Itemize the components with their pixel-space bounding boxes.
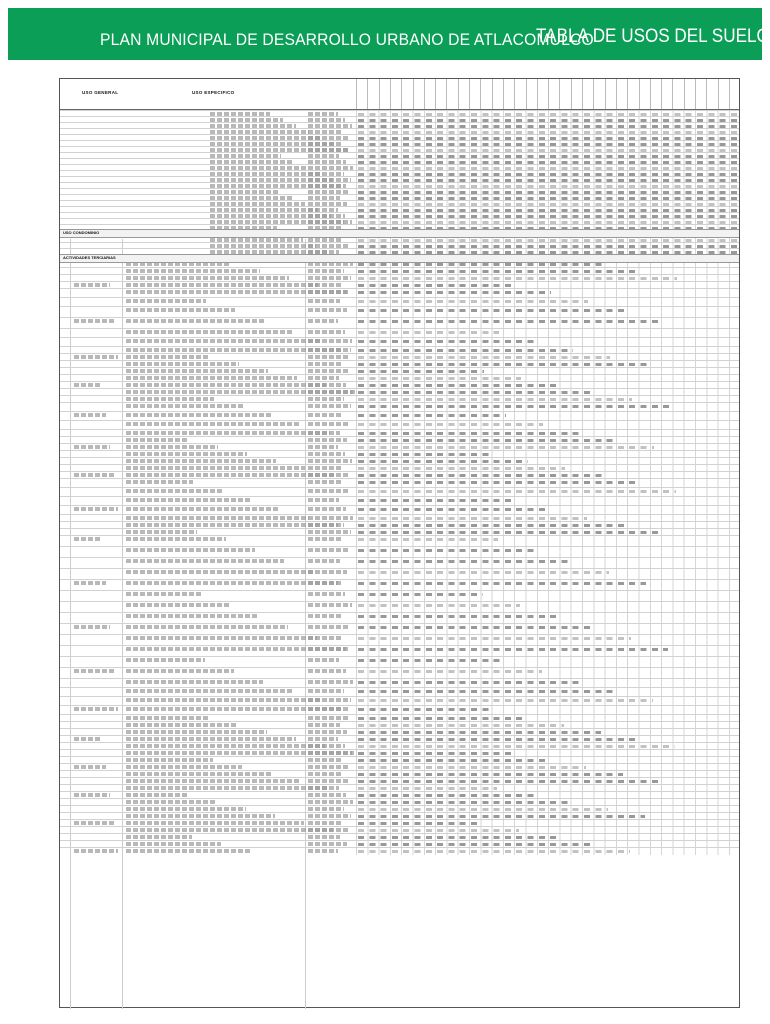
row-cell-values [358, 690, 616, 693]
row-description [126, 680, 263, 684]
row-general-use [74, 821, 114, 825]
row-norm [308, 793, 346, 797]
row-description [126, 548, 255, 552]
row-cell-values [358, 490, 676, 493]
column-rule [650, 79, 651, 109]
row-description [126, 537, 226, 541]
column-rule [435, 79, 436, 109]
row-general-use [74, 737, 102, 741]
row-cell-values [358, 263, 603, 266]
row-general-use [74, 581, 106, 585]
land-use-table [59, 78, 740, 1008]
row-norm [308, 570, 347, 574]
row-cell-values [358, 405, 669, 408]
row-cell-values [358, 391, 595, 394]
row-norm [308, 507, 346, 511]
column-rule [718, 79, 719, 109]
row-description [126, 422, 301, 426]
title-band [8, 8, 770, 60]
row-norm [308, 636, 341, 640]
row-cell-values [358, 291, 551, 294]
row-norm [308, 459, 352, 463]
row-description [126, 473, 334, 477]
column-rule [503, 79, 504, 109]
row-description [126, 459, 276, 463]
row-description [126, 636, 317, 640]
row-cell-values [358, 309, 625, 312]
row-general-use [74, 355, 118, 359]
section-label: USO CONDOMINIO [63, 230, 100, 235]
row-description [126, 828, 333, 832]
row-cell-values [358, 363, 647, 366]
row-norm [308, 614, 343, 618]
row-norm [308, 828, 349, 832]
row-cell-values [358, 398, 632, 401]
row-norm [308, 413, 342, 417]
row-cell-values [358, 593, 483, 596]
row-cell-values [358, 648, 668, 651]
row-norm [308, 397, 344, 401]
row-description [126, 397, 214, 401]
row-description [126, 530, 197, 534]
row-description [126, 339, 322, 343]
row-cell-values [358, 843, 593, 846]
row-norm [308, 404, 351, 408]
column-rule [469, 79, 470, 109]
row-description [126, 276, 289, 280]
row-description [126, 559, 284, 563]
row-cell-values [358, 681, 579, 684]
column-rule [616, 79, 617, 109]
row-description [126, 445, 218, 449]
table-row [60, 847, 739, 855]
row-norm [308, 438, 347, 442]
row-cell-values [358, 481, 639, 484]
row-general-use [74, 507, 118, 511]
row-norm [308, 445, 338, 449]
row-cell-values [358, 356, 610, 359]
row-cell-values [358, 615, 557, 618]
row-norm [308, 276, 351, 280]
row-description [126, 283, 318, 287]
row-cell-values [358, 460, 528, 463]
row-norm [308, 290, 349, 294]
row-description [126, 835, 192, 839]
row-general-use [74, 283, 110, 287]
row-general-use [74, 669, 114, 673]
row-norm [308, 647, 348, 651]
row-norm [308, 390, 353, 394]
row-description [126, 413, 272, 417]
column-rule [706, 79, 707, 109]
row-description [126, 452, 247, 456]
row-cell-values [358, 637, 631, 640]
row-cell-values [358, 829, 519, 832]
row-description [126, 299, 206, 303]
row-cell-values [358, 467, 565, 470]
column-rule [424, 79, 425, 109]
row-description [126, 786, 329, 790]
row-description [126, 842, 221, 846]
row-norm [308, 383, 346, 387]
row-cell-values [358, 850, 630, 853]
row-description [126, 319, 264, 323]
row-norm [308, 319, 338, 323]
row-description [126, 779, 300, 783]
row-norm [308, 330, 345, 334]
row-cell-values [358, 270, 640, 273]
row-cell-values [358, 815, 645, 818]
row-description [126, 480, 193, 484]
row-cell-values [358, 724, 564, 727]
row-cell-values [358, 414, 506, 417]
row-norm [308, 299, 340, 303]
table-title: TABLA DE USOS DEL SUELO [536, 26, 770, 47]
section-label: ACTIVIDADES TERCIARIAS [63, 255, 116, 260]
column-rule [379, 79, 380, 109]
row-description [126, 625, 288, 629]
row-general-use [74, 765, 106, 769]
row-description [126, 489, 222, 493]
row-cell-values [358, 349, 573, 352]
row-norm [308, 369, 348, 373]
row-norm [308, 431, 340, 435]
row-norm [308, 751, 352, 755]
row-cell-values [358, 384, 558, 387]
column-rule [605, 79, 606, 109]
row-norm [308, 592, 345, 596]
row-norm [308, 523, 344, 527]
row-cell-values [358, 699, 653, 702]
row-norm [308, 376, 339, 380]
row-norm [308, 625, 350, 629]
row-cell-values [358, 801, 571, 804]
row-cell-values [358, 626, 594, 629]
row-norm [308, 737, 338, 741]
row-cell-values [358, 717, 527, 720]
section-band [60, 254, 739, 263]
row-cell-values [358, 759, 549, 762]
row-description [126, 689, 292, 693]
row-description [126, 849, 250, 853]
row-norm [308, 480, 341, 484]
row-norm [308, 842, 347, 846]
row-norm [308, 581, 338, 585]
row-norm [308, 489, 348, 493]
row-norm [308, 498, 339, 502]
row-general-use [74, 319, 114, 323]
column-rule [627, 79, 628, 109]
row-norm [308, 669, 346, 673]
row-cell-values [358, 377, 521, 380]
row-cell-values [358, 708, 490, 711]
row-norm [308, 779, 348, 783]
row-norm [308, 807, 344, 811]
column-rule [480, 79, 481, 109]
column-rule [695, 79, 696, 109]
row-norm [308, 530, 351, 534]
row-cell-values [358, 432, 580, 435]
row-description [126, 821, 304, 825]
row-description [126, 807, 246, 811]
column-rule [559, 79, 560, 109]
row-general-use [74, 849, 118, 853]
row-cell-values [358, 439, 617, 442]
column-header-row [60, 79, 739, 110]
row-cell-values [358, 766, 586, 769]
row-cell-values [358, 731, 601, 734]
row-description [126, 498, 251, 502]
row-general-use [74, 625, 110, 629]
row-general-use [74, 473, 114, 477]
row-description [126, 570, 313, 574]
row-norm [308, 835, 340, 839]
row-norm [308, 849, 338, 853]
row-description [126, 376, 297, 380]
row-description [126, 516, 309, 520]
row-description [126, 723, 238, 727]
row-description [126, 814, 275, 818]
row-description [126, 698, 321, 702]
column-rule [401, 79, 402, 109]
row-general-use [74, 383, 102, 387]
row-cell-values [358, 474, 602, 477]
row-description [126, 592, 201, 596]
row-cell-values [358, 340, 536, 343]
row-cell-values [358, 670, 542, 673]
row-cell-values [358, 808, 608, 811]
column-rule [548, 79, 549, 109]
row-description [126, 404, 243, 408]
row-cell-values [358, 517, 587, 520]
section-band [60, 229, 739, 238]
row-general-use [74, 793, 110, 797]
row-cell-values [358, 499, 513, 502]
column-rule [526, 79, 527, 109]
row-cell-values [358, 794, 534, 797]
row-description [126, 466, 305, 470]
column-rule [458, 79, 459, 109]
row-description [126, 438, 189, 442]
row-cell-values [358, 549, 535, 552]
row-description [126, 603, 230, 607]
row-norm [308, 339, 352, 343]
row-cell-values [358, 320, 662, 323]
row-cell-values [358, 524, 624, 527]
column-rule [514, 79, 515, 109]
row-description [126, 383, 326, 387]
row-norm [308, 355, 350, 359]
row-description [126, 523, 338, 527]
row-description [126, 658, 205, 662]
row-norm [308, 772, 341, 776]
row-norm [308, 422, 349, 426]
row-norm [308, 730, 347, 734]
row-description [126, 800, 217, 804]
row-norm [308, 814, 351, 818]
row-norm [308, 283, 342, 287]
row-general-use [74, 445, 110, 449]
row-cell-values [358, 822, 482, 825]
column-rule [537, 79, 538, 109]
row-norm [308, 452, 345, 456]
row-norm [308, 466, 343, 470]
column-rule [492, 79, 493, 109]
row-general-use [74, 537, 102, 541]
column-rule [593, 79, 594, 109]
row-norm [308, 348, 343, 352]
row-description [126, 369, 268, 373]
row-norm [308, 516, 353, 520]
row-norm [308, 765, 350, 769]
row-description [126, 330, 293, 334]
row-norm [308, 658, 339, 662]
row-cell-values [358, 423, 543, 426]
row-description [126, 758, 213, 762]
row-general-use [74, 413, 106, 417]
row-cell-values [358, 277, 677, 280]
row-description [126, 431, 330, 435]
row-cell-values [358, 453, 491, 456]
row-norm [308, 548, 349, 552]
column-rule [446, 79, 447, 109]
row-cell-values [358, 604, 520, 607]
row-cell-values [358, 370, 484, 373]
row-cell-values [358, 446, 654, 449]
row-norm [308, 698, 351, 702]
column-header-specific-use: USO ESPECIFICO [192, 90, 235, 95]
row-cell-values [358, 508, 550, 511]
row-norm [308, 362, 341, 366]
row-description [126, 765, 242, 769]
row-cell-values [358, 780, 660, 783]
row-norm [308, 473, 350, 477]
column-rule [356, 79, 357, 109]
row-norm [308, 603, 352, 607]
row-norm [308, 758, 343, 762]
row-cell-values [358, 745, 675, 748]
row-norm [308, 744, 345, 748]
row-norm [308, 786, 339, 790]
row-description [126, 730, 267, 734]
row-description [126, 669, 234, 673]
plan-title: PLAN MUNICIPAL DE DESARROLLO URBANO DE ATLACOMULCO [100, 30, 594, 49]
row-norm [308, 821, 342, 825]
row-cell-values [358, 571, 609, 574]
row-cell-values [358, 836, 556, 839]
row-norm [308, 559, 340, 563]
column-header-general-use: USO GENERAL [82, 90, 119, 95]
row-description [126, 772, 271, 776]
row-norm [308, 680, 353, 684]
row-cell-values [358, 773, 623, 776]
row-description [126, 269, 260, 273]
row-norm [308, 308, 347, 312]
row-description [126, 716, 209, 720]
column-rule [571, 79, 572, 109]
row-description [126, 737, 296, 741]
row-description [126, 362, 239, 366]
row-cell-values [358, 582, 646, 585]
row-cell-values [358, 300, 588, 303]
row-description [126, 614, 259, 618]
row-general-use [74, 707, 118, 711]
row-description [126, 308, 235, 312]
column-rule [390, 79, 391, 109]
row-description [126, 507, 280, 511]
row-cell-values [358, 659, 505, 662]
column-rule [639, 79, 640, 109]
column-rule [661, 79, 662, 109]
column-rule [729, 79, 730, 109]
row-cell-values [358, 538, 498, 541]
row-description [126, 793, 188, 797]
row-description [126, 744, 325, 748]
column-rule [413, 79, 414, 109]
column-rule [684, 79, 685, 109]
column-rule [672, 79, 673, 109]
row-norm [308, 800, 353, 804]
row-cell-values [358, 738, 638, 741]
row-norm [308, 707, 342, 711]
row-description [126, 355, 210, 359]
column-rule [582, 79, 583, 109]
row-norm [308, 723, 340, 727]
row-cell-values [358, 752, 512, 755]
row-cell-values [358, 284, 514, 287]
row-cell-values [358, 331, 499, 334]
row-norm [308, 689, 344, 693]
row-norm [308, 716, 349, 720]
row-norm [308, 269, 344, 273]
row-cell-values [358, 787, 497, 790]
column-rule [367, 79, 368, 109]
row-cell-values [358, 531, 661, 534]
row-cell-values [358, 560, 572, 563]
row-norm [308, 537, 342, 541]
